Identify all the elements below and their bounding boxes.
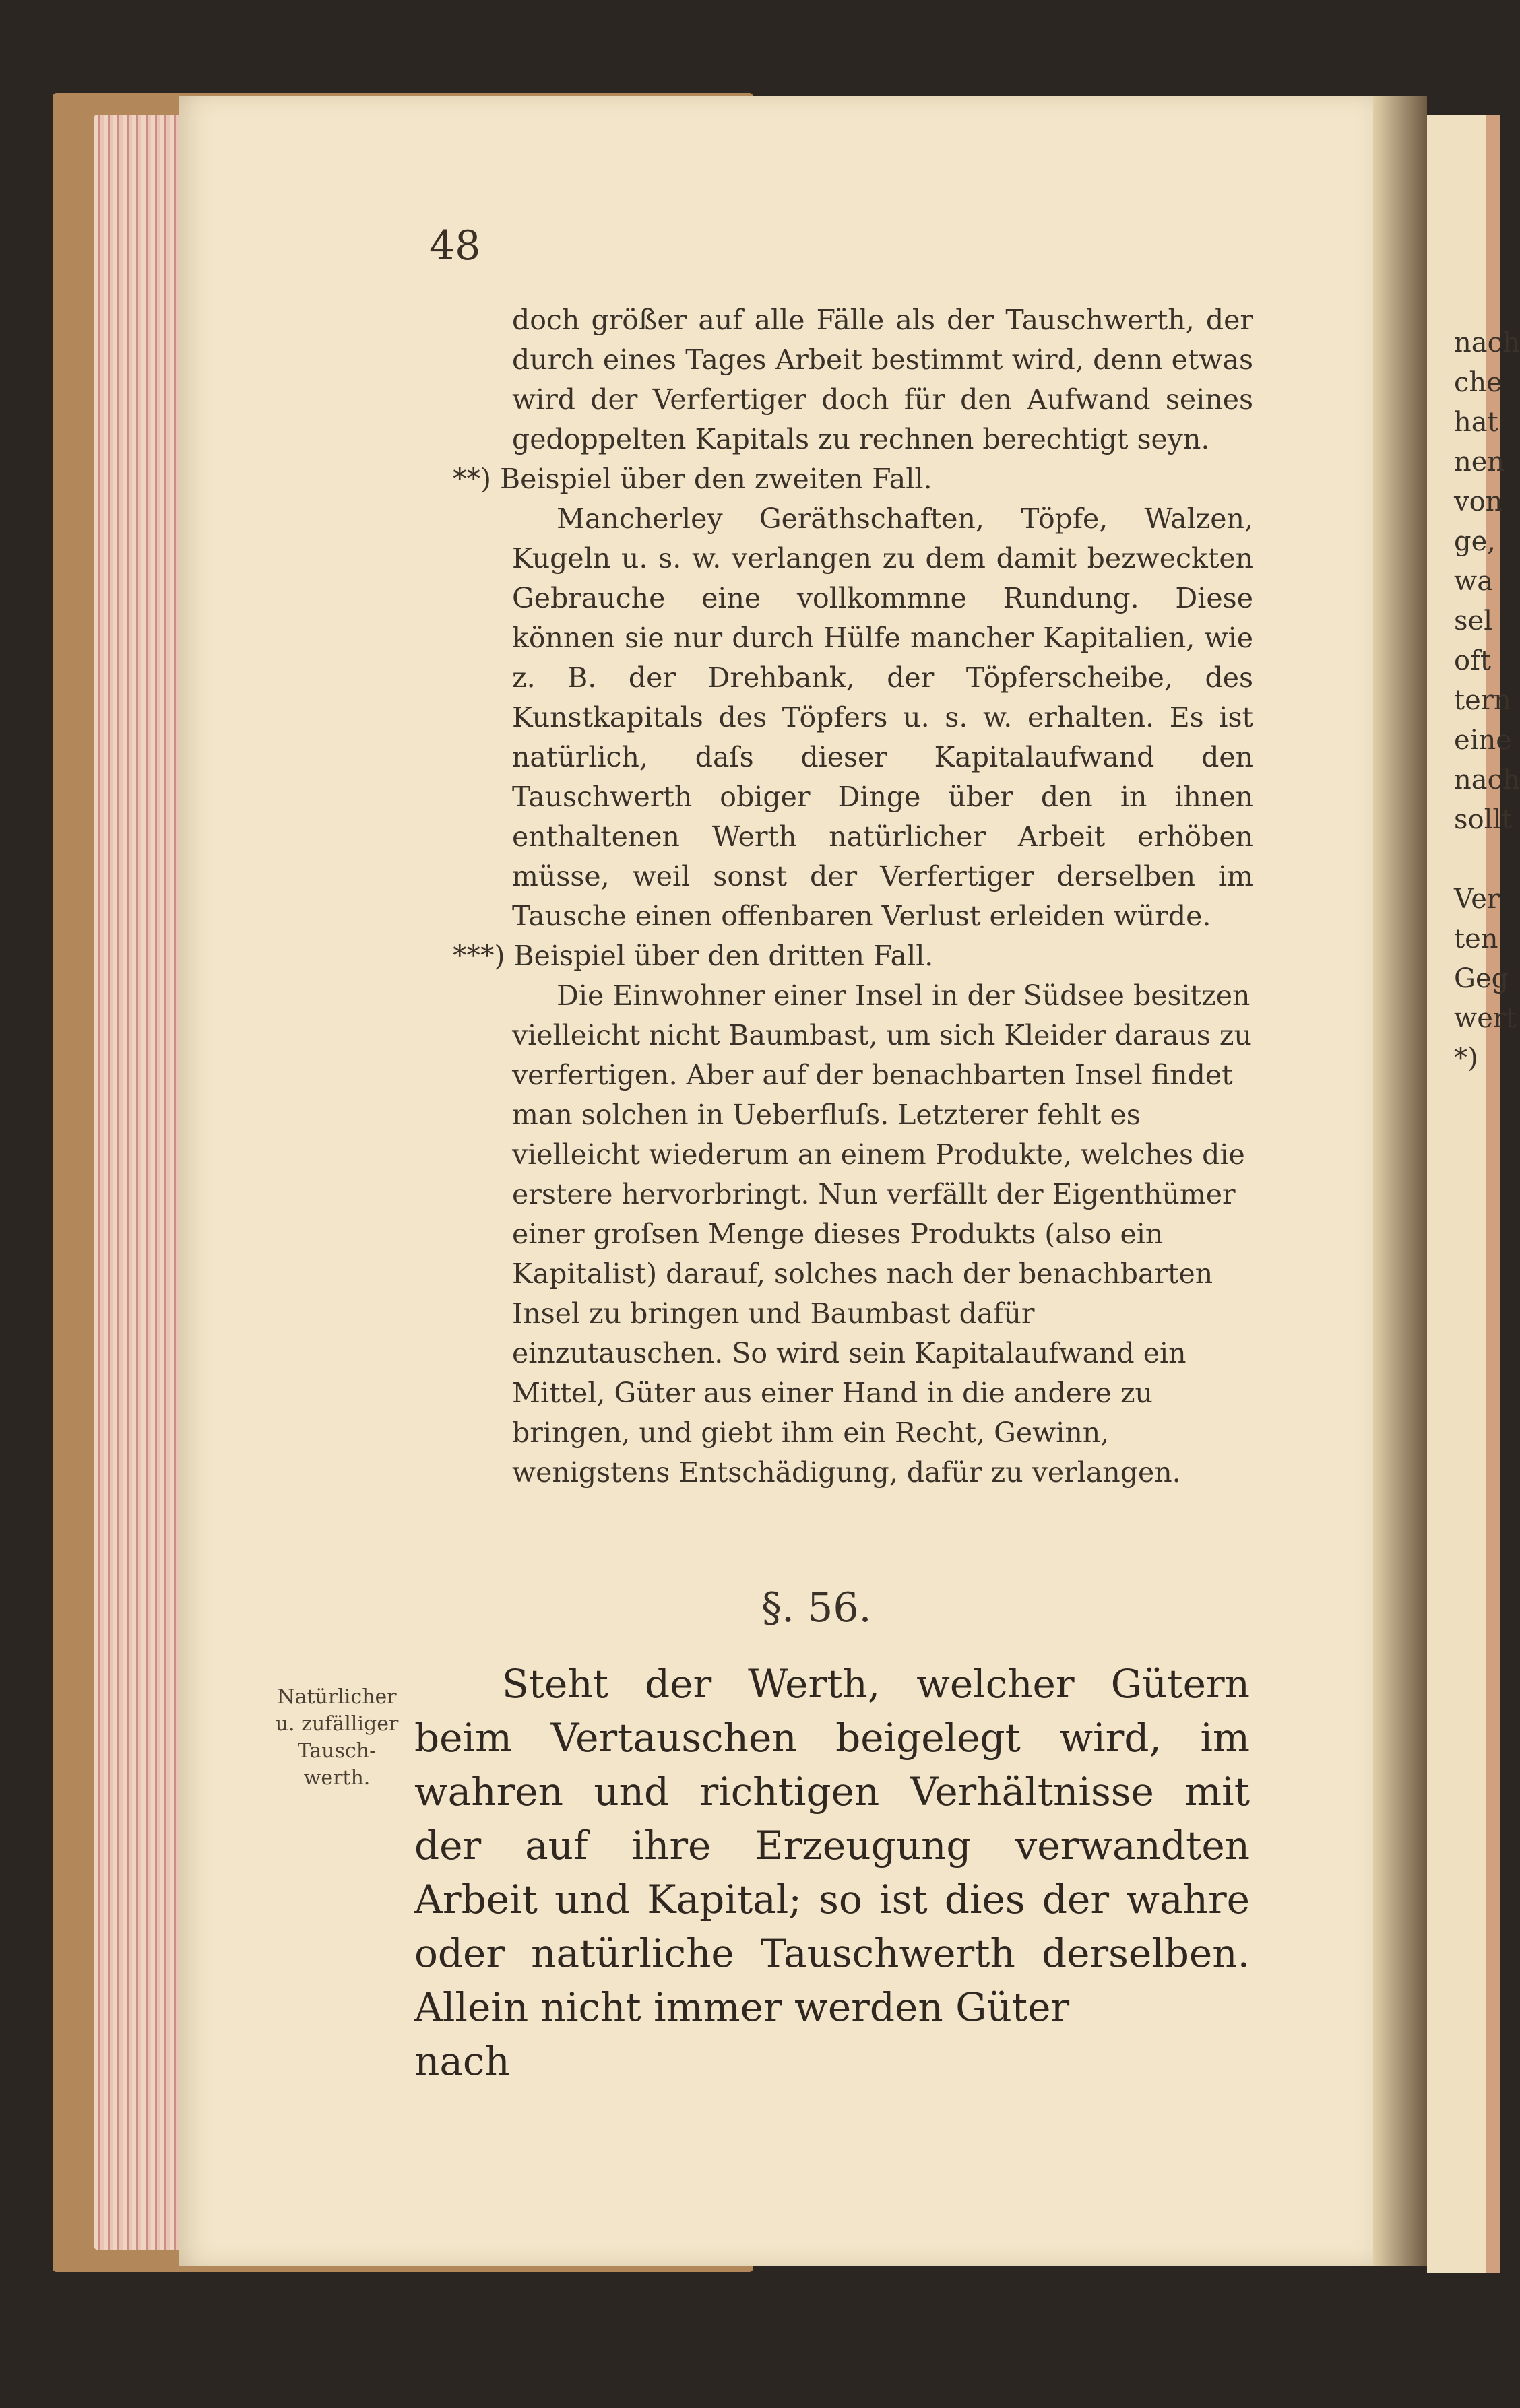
facing-line: ge, [1454,526,1496,557]
facing-line: wert [1454,1003,1517,1034]
margin-note-line: u. zufälliger [275,1712,399,1736]
footnote-continuation: doch größer auf alle Fälle als der Tauschwerth, der durch eines Tages Arbeit bestimmt wird, denn etwas wird der Verfertiger doch für den Aufwand seines gedoppelten Kapitals zu rechnen berechtigt seyn. [512,304,1253,455]
book-gutter [1373,96,1427,2266]
facing-line: ten [1454,923,1498,954]
facing-line: tern [1454,685,1511,716]
footnote-2-heading [453,459,1253,499]
facing-line: hat [1454,407,1498,438]
facing-line: sel [1454,606,1492,637]
facing-line: Ver [1454,884,1500,915]
facing-line: *) [1454,1043,1478,1074]
main-paragraph: Steht der Werth, welcher Gütern beim Vertauschen beigelegt wird, im wahren und richtigen Verhältnisse mit der auf ihre Erzeugung verwandten Arbeit und Kapital; so ist dies der wahre oder natürliche Tauschwerth derselben. Allein nicht immer werden Güter [414,1661,1250,2030]
facing-line: eine [1454,725,1512,756]
margin-note [259,1684,414,1792]
footnote-2-marker: **) [453,463,491,495]
footnote-3-heading [453,936,1253,976]
margin-note-line: Natürlicher [277,1685,397,1709]
facing-line: nach [1454,764,1520,795]
footnote-3-marker: ***) [453,940,505,972]
section-heading: §. 56. [761,1584,872,1631]
catchword: nach [414,2038,510,2084]
facing-line: nen [1454,447,1505,478]
facing-line: von [1454,486,1503,517]
facing-line: sollt [1454,804,1513,835]
footnotes [453,300,1253,1493]
facing-line: Geg [1454,963,1509,994]
margin-note-line: Tausch- [297,1739,377,1763]
footnote-3-body: Die Einwohner einer Insel in der Südsee besitzen vielleicht nicht Baumbast, um sich Kleider daraus zu verfertigen. Aber auf der benachbarten Insel findet man solchen in Ueberfluſs. Letzterer fehlt es vielleicht wiederum an einem Produkte, welches die erstere hervorbringt. Nun verfällt der Eigenthümer einer groſsen Menge dieses Produkts (also ein Kapitalist) darauf, solches nach der benachbarten Insel zu bringen und Baumbast dafür einzutauschen. So wird sein Kapitalaufwand ein Mittel, Güter aus einer Hand in die andere zu bringen, und giebt ihm ein Recht, Gewinn, wenigstens Entschädigung, dafür zu verlangen. [512,979,1252,1489]
facing-page-text [1454,323,1520,1078]
footnote-2-body: Mancherley Geräthschaften, Töpfe, Walzen, Kugeln u. s. w. verlangen zu dem damit bezweckten Gebrauche eine vollkommne Rundung. Diese können sie nur durch Hülfe mancher Kapitalien, wie z. B. der Drehbank, der Töpferscheibe, des Kunstkapitals des Töpfers u. s. w. erhalten. Es ist natürlich, daſs dieser Kapitalaufwand den Tauschwerth obiger Dinge über den in ihnen enthaltenen Werth natürlicher Arbeit erhöben müsse, weil sonst der Verfertiger derselben im Tausche einen offenbaren Verlust erleiden würde. [512,502,1253,932]
facing-line [1454,840,1500,880]
page-edges [94,115,189,2250]
main-text-block [414,1657,1250,2088]
facing-line: wa [1454,566,1494,597]
facing-line: che [1454,367,1502,398]
page-number: 48 [429,222,481,269]
facing-line: oft [1454,645,1491,676]
footnote-2-title: Beispiel über den zweiten Fall. [500,463,932,495]
footnote-3-title: Beispiel über den dritten Fall. [513,940,934,972]
margin-note-line: werth. [303,1766,371,1790]
facing-line: nach [1454,327,1520,358]
